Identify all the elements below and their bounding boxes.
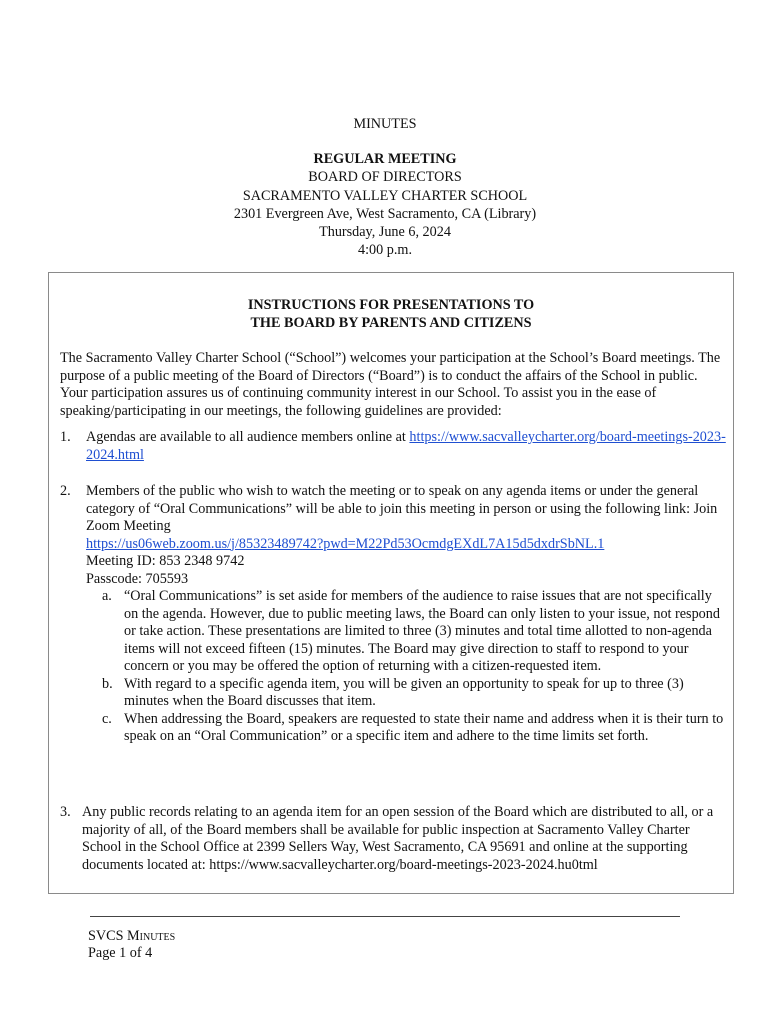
school-name: SACRAMENTO VALLEY CHARTER SCHOOL (242, 187, 528, 204)
public-records-text: Any public records relating to an agenda item for an open session of the Board which are distributed to all, or a majority of all, of the Board members shall be available for public inspection at Sacramento Valley Charter School in the School Office at 2399 Sellers Way, West Sacramento, CA 95691 and online at the supporting documents located at: https://www.sacvalleycharter.org/board-meetings-2023-2024.hu0tml (82, 804, 714, 873)
subitem-text: “Oral Communications” is set aside for members of the audience to raise issues that are not specifically on the agenda. However, due to public meeting laws, the Board can only listen to your issue, not respond or take action. These presentations are limited to three (3) minutes and total time allotted to non-agenda items will not exceed fifteen (15) minutes. The Board may give direction to staff to respond to your concern or you may be offered the option of returning with a citizen-requested item. (124, 588, 720, 674)
agenda-link[interactable]: https://www.sacvalleycharter.org/board-meetings-2023-2024.html (86, 429, 726, 463)
list-item-2 (60, 483, 728, 746)
instructions-title-line2: THE BOARD BY PARENTS AND CITIZENS (250, 314, 532, 331)
subitem-letter: a. (102, 588, 112, 604)
footer-label: SVCS Minutes (88, 928, 176, 944)
subitem-letter: c. (102, 710, 112, 727)
instructions-title-line1: INSTRUCTIONS FOR PRESENTATIONS TO (247, 297, 535, 313)
instructions-title (49, 297, 733, 332)
subitem-text: With regard to a specific agenda item, you will be given an opportunity to speak for up to three (3) minutes when the Board discusses that item. (124, 675, 684, 709)
list-number: 1. (60, 429, 71, 445)
meeting-type: REGULAR MEETING (313, 151, 457, 168)
agenda-text: Agendas are available to all audience members online at (86, 429, 410, 445)
subitem-letter: b. (102, 675, 113, 692)
instructions-box (48, 272, 734, 894)
subitem-c (102, 710, 728, 746)
page-number: Page 1 of 4 (88, 945, 153, 961)
list-number: 3. (60, 804, 71, 820)
passcode: Passcode: 705593 (86, 570, 189, 587)
list-item-3 (60, 804, 728, 874)
subitem-b (102, 675, 728, 711)
list-item-1 (60, 429, 728, 464)
meeting-id: Meeting ID: 853 2348 9742 (86, 553, 245, 569)
subitem-a (102, 588, 728, 676)
meeting-time: 4:00 p.m. (358, 242, 412, 259)
subitem-text: When addressing the Board, speakers are requested to state their name and address when it is their turn to speak on an “Oral Communication” or a specific item and adhere to the time limits set forth. (124, 710, 724, 744)
footer-divider (90, 916, 680, 917)
instructions-intro: The Sacramento Valley Charter School (“School”) welcomes your participation at the School’s Board meetings. The purpose of a public meeting of the Board of Directors (“Board”) is to conduct the affairs of the School in public. Your participation assures us of continuing community interest in our School. To assist you in the ease of speaking/participating in our meetings, the following guidelines are provided: (60, 350, 721, 419)
document-header (0, 115, 770, 259)
list-number: 2. (60, 483, 71, 499)
minutes-label: MINUTES (353, 116, 417, 132)
zoom-instructions: Members of the public who wish to watch the meeting or to speak on any agenda items or under the general category of “Oral Communications” will be able to join this meeting in person or using the following link: Join Zoom Meeting (86, 483, 718, 534)
page-footer (88, 928, 175, 962)
meeting-address: 2301 Evergreen Ave, West Sacramento, CA (Library) (233, 205, 537, 222)
zoom-link[interactable]: https://us06web.zoom.us/j/85323489742?pwd=M22Pd53OcmdgEXdL7A15d5dxdrSbNL.1 (86, 535, 605, 552)
meeting-date: Thursday, June 6, 2024 (319, 224, 451, 241)
board-name: BOARD OF DIRECTORS (308, 169, 462, 186)
